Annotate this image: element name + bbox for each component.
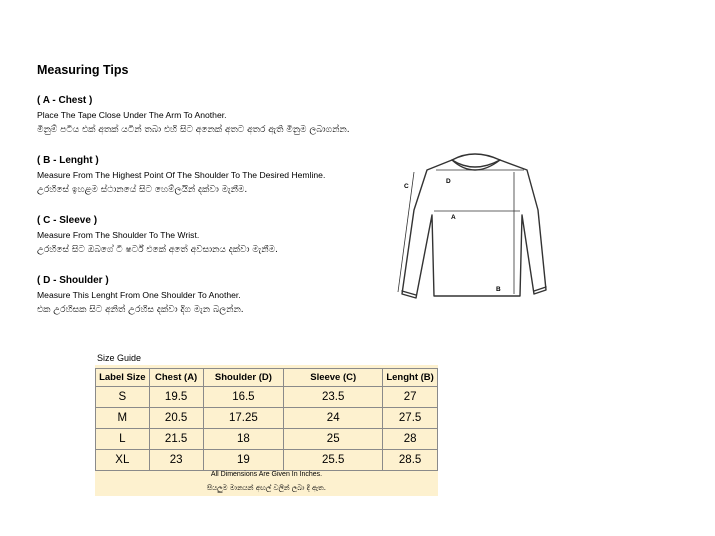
- shirt-outline: [402, 154, 546, 298]
- tip-sinhala: උරහිසේ ඉහළම ස්ථානයේ සිට හෙම්ලයින් දක්වා මැනීම.: [37, 185, 248, 195]
- table-cell: 24: [284, 408, 383, 429]
- table-cell: XL: [96, 450, 150, 471]
- tip-shoulder: [37, 274, 427, 318]
- tip-chest: [37, 94, 427, 138]
- table-row: [96, 429, 438, 450]
- tip-sinhala: එක උරහිසක සිට අනිත් උරහිස දක්වා දිග මැන බලන්න.: [37, 305, 244, 315]
- measure-lines: [398, 170, 524, 294]
- tip-english: Measure From The Shoulder To The Wrist.: [37, 230, 200, 240]
- table-cell: 19.5: [149, 387, 203, 408]
- table-header-row: [96, 369, 438, 387]
- header-label-size: Label Size: [96, 369, 150, 387]
- table-row: [96, 387, 438, 408]
- table-cell: 18: [203, 429, 284, 450]
- size-table: [95, 368, 438, 471]
- table-row: [96, 408, 438, 429]
- tip-heading: ( A - Chest ): [37, 95, 93, 106]
- shirt-measurement-diagram: [392, 150, 557, 305]
- table-cell: 27.5: [383, 408, 438, 429]
- tip-english: Measure From The Highest Point Of The Shoulder To The Desired Hemline.: [37, 170, 326, 180]
- label-a: A: [451, 214, 456, 221]
- dimensions-note-english: All Dimensions Are Given In Inches.: [210, 471, 323, 478]
- tip-sleeve: [37, 214, 427, 258]
- table-cell: M: [96, 408, 150, 429]
- size-guide-title: Size Guide: [97, 353, 142, 363]
- tip-sinhala: උරහිසේ සිට ඔබගේ ටී ෂර්ට් එකේ අතේ අවසානය දක්වා මැනීම.: [37, 245, 278, 255]
- table-cell: 25.5: [284, 450, 383, 471]
- label-b: B: [496, 286, 501, 293]
- tip-heading: ( C - Sleeve ): [37, 215, 98, 226]
- header-shoulder: Shoulder (D): [203, 369, 284, 387]
- table-cell: S: [96, 387, 150, 408]
- tip-length: [37, 154, 427, 198]
- header-chest: Chest (A): [149, 369, 203, 387]
- table-cell: 25: [284, 429, 383, 450]
- label-d: D: [446, 178, 451, 185]
- table-cell: 23.5: [284, 387, 383, 408]
- dimensions-note-sinhala: සියලුම මානයන් අඟල් වලින් ලබා දී ඇත.: [207, 484, 326, 492]
- table-cell: 28: [383, 429, 438, 450]
- tip-english: Measure This Lenght From One Shoulder To Another.: [37, 290, 241, 300]
- label-c: C: [404, 183, 409, 190]
- table-cell: 19: [203, 450, 284, 471]
- table-cell: 21.5: [149, 429, 203, 450]
- table-cell: 16.5: [203, 387, 284, 408]
- page-title: Measuring Tips: [37, 63, 129, 77]
- table-cell: 20.5: [149, 408, 203, 429]
- tip-sinhala: මිනුම් පටිය එක් අතක් යටින් තබා එහි සිට අනෙක් අතට අතර ඇති මිනුම ලබාගන්න.: [37, 125, 350, 135]
- size-guide-panel: [95, 365, 438, 496]
- tip-english: Place The Tape Close Under The Arm To Another.: [37, 110, 227, 120]
- table-row: [96, 450, 438, 471]
- tip-heading: ( D - Shoulder ): [37, 275, 109, 286]
- table-cell: L: [96, 429, 150, 450]
- header-sleeve: Sleeve (C): [284, 369, 383, 387]
- table-cell: 17.25: [203, 408, 284, 429]
- tip-heading: ( B - Lenght ): [37, 155, 99, 166]
- table-cell: 28.5: [383, 450, 438, 471]
- header-length: Lenght (B): [383, 369, 438, 387]
- table-cell: 27: [383, 387, 438, 408]
- table-cell: 23: [149, 450, 203, 471]
